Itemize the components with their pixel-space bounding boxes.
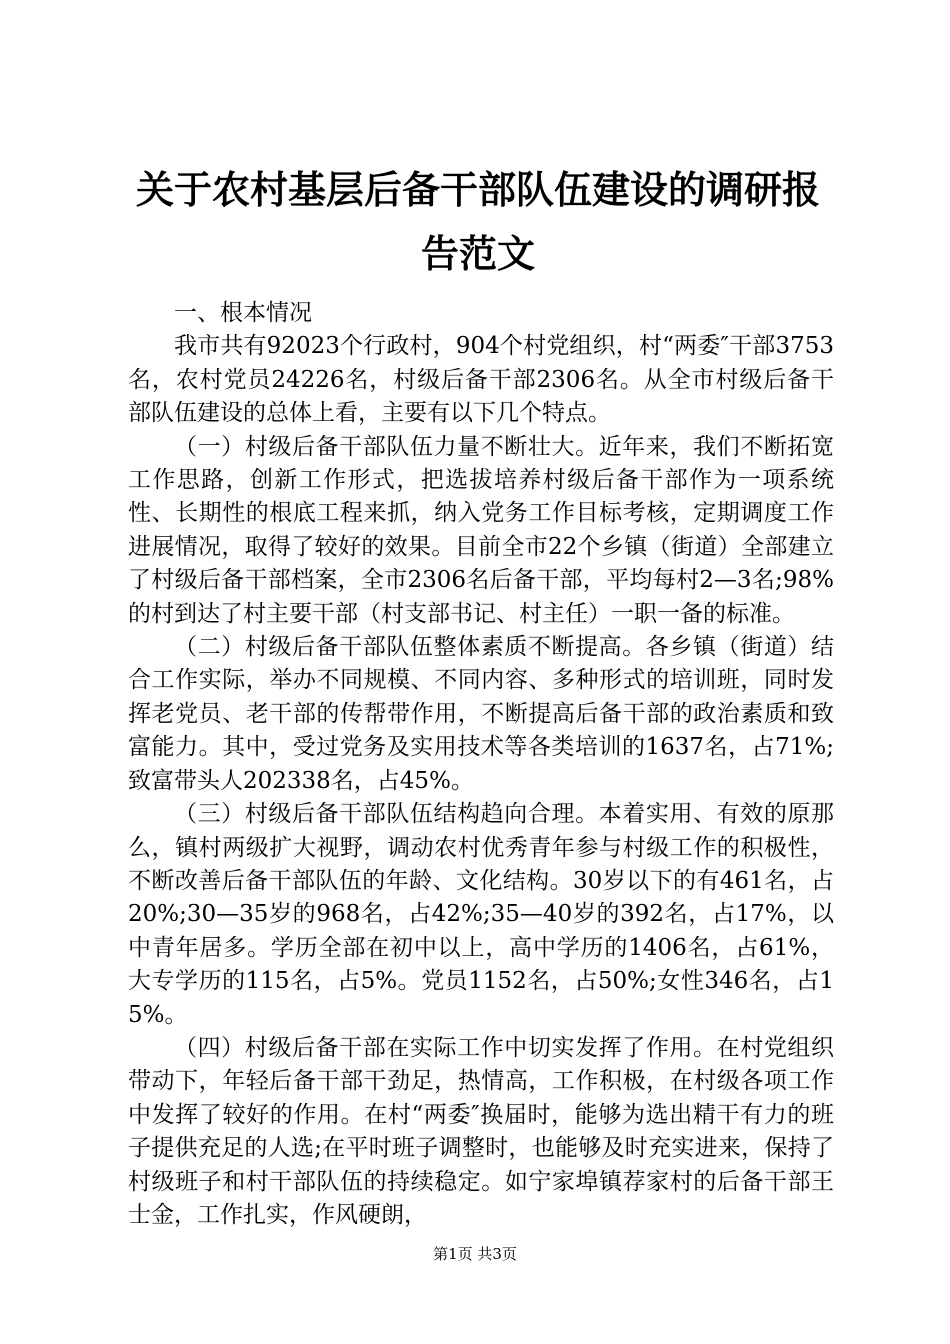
paragraph-point-4: （四）村级后备干部在实际工作中切实发挥了作用。在村党组织带动下，年轻后备干部干劲足，热情高，工作积极，在村级各项工作中发挥了较好的作用。在村“两委″换届时，能够为选出精干有力的班子提供充足的人选;在平时班子调整时，也能够及时充实进来，保持了村级班子和村干部队伍的持续稳定。如宁家埠镇荐家村的后备干部王士金，工作扎实，作风硬朗， [128, 1034, 834, 1228]
paragraph-point-2: （二）村级后备干部队伍整体素质不断提高。各乡镇（街道）结合工作实际，举办不同规模、不同内容、多种形式的培训班，同时发挥老党员、老干部的传帮带作用，不断提高后备干部的政治素质和致富能力。其中，受过党务及实用技术等各类培训的1637名，占71%;致富带头人202338名，占45%。 [128, 634, 834, 794]
page-number: 第1页 共3页 [433, 1245, 517, 1263]
paragraph-point-1: （一）村级后备干部队伍力量不断壮大。近年来，我们不断拓宽工作思路，创新工作形式，把选拔培养村级后备干部作为一项系统性、长期性的根底工程来抓，纳入党务工作目标考核，定期调度工作进展情况，取得了较好的效果。目前全市22个乡镇（街道）全部建立了村级后备干部档案，全市2306名后备干部，平均每村2—3名;98%的村到达了村主要干部（村支部书记、村主任）一职一备的标准。 [128, 433, 834, 627]
document-body [128, 297, 834, 1232]
page-title: 关于农村基层后备干部队伍建设的调研报告范文 [135, 167, 820, 276]
section-heading: 一、根本情况 [174, 300, 312, 326]
paragraph-point-3: （三）村级后备干部队伍结构趋向合理。本着实用、有效的原那么，镇村两级扩大视野，调动农村优秀青年参与村级工作的积极性，不断改善后备干部队伍的年龄、文化结构。30岁以下的有461名，占20%;30—35岁的968名，占42%;35—40岁的392名，占17%，以中青年居多。学历全部在初中以上，高中学历的1406名，占61%，大专学历的115名，占5%。党员1152名，占50%;女性346名，占15%。 [128, 801, 834, 1028]
paragraph-overview: 我市共有92023个行政村，904个村党组织，村“两委″干部3753名，农村党员24226名，村级后备干部2306名。从全市村级后备干部队伍建设的总体上看，主要有以下几个特点。 [128, 333, 834, 427]
